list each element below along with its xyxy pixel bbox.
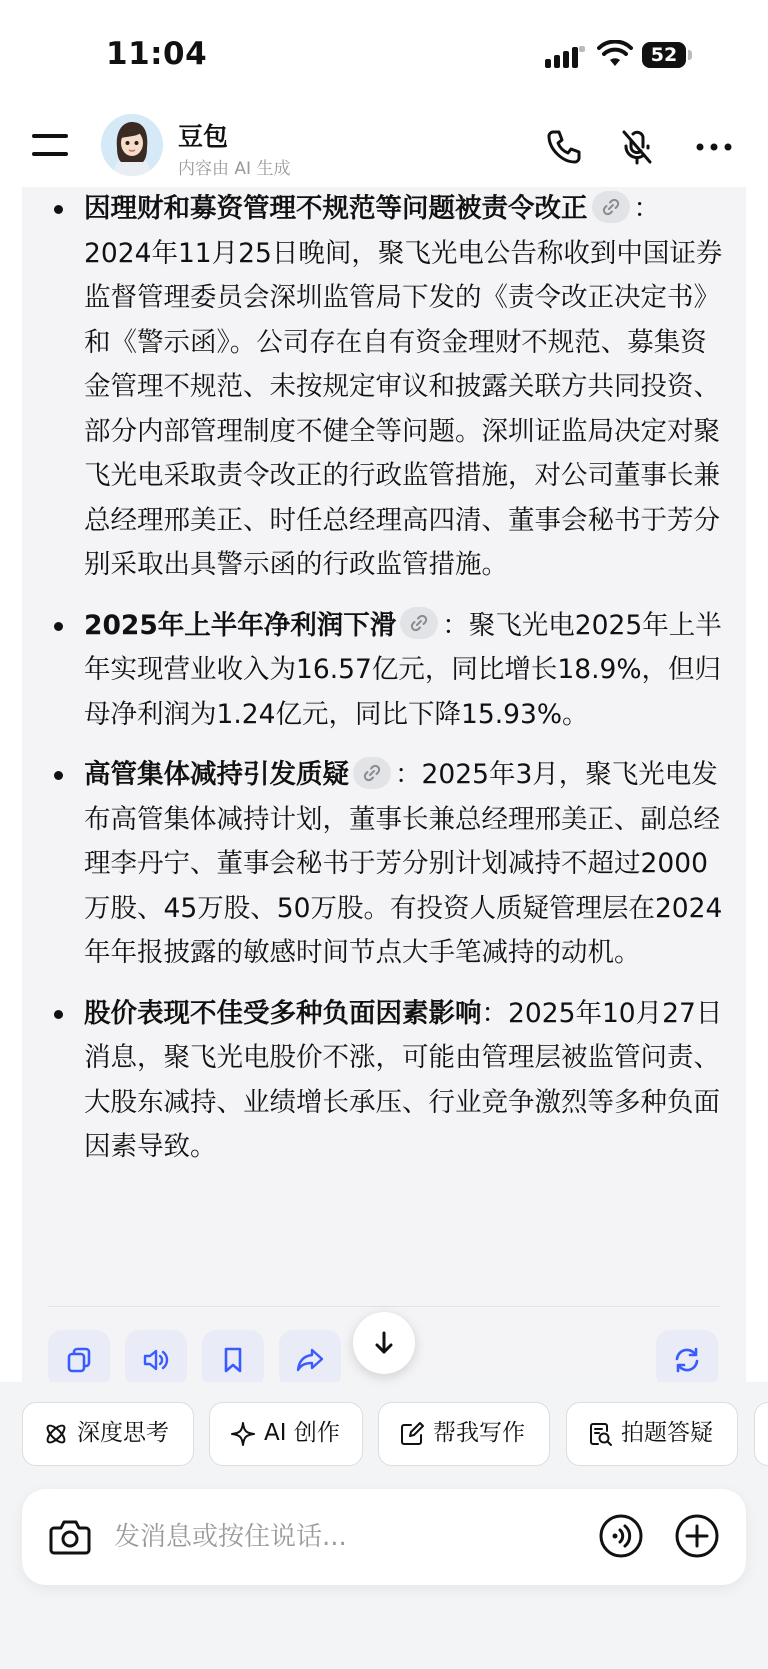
arrow-down-icon	[370, 1329, 398, 1357]
regenerate-button[interactable]	[656, 1330, 718, 1388]
bullet-body: 2024年11月25日晚间，聚飞光电公告称收到中国证券监督管理委员会深圳监管局下发的《责令改正决定书》和《警示函》。公司存在自有资金理财不规范、募集资金管理不规范、未按规定审议和披露关联方共同投资、部分内部管理制度不健全等问题。深圳证监局决定对聚飞光电采取责令改正的行政监管措施，对公司董事长兼总经理邢美正、时任总经理高四清、董事会秘书于芳分别采取出具警示函的行政监管措施。	[84, 237, 723, 580]
bullet-body: 2025年10月27日消息，聚飞光电股价不涨，可能由管理层被监管问责、大股东减持、业绩增长承压、行业竞争激烈等多种负面因素导致。	[84, 997, 723, 1162]
chip-label: AI 创作	[264, 1420, 340, 1446]
list-item	[46, 992, 726, 1170]
message-divider	[48, 1306, 720, 1307]
avatar-illustration-icon	[101, 114, 163, 176]
scroll-to-bottom-button[interactable]	[353, 1312, 415, 1374]
menu-button[interactable]	[32, 130, 70, 160]
copy-icon	[64, 1345, 94, 1375]
atom-icon	[43, 1421, 69, 1447]
sparkle-icon	[230, 1421, 256, 1447]
bullet-separator: ：	[633, 193, 660, 224]
chip-label: 深度思考	[77, 1420, 169, 1446]
list-item	[46, 604, 726, 738]
battery-indicator	[642, 42, 694, 70]
read-aloud-button[interactable]	[125, 1330, 187, 1388]
message-composer	[22, 1489, 746, 1585]
avatar[interactable]	[101, 114, 163, 176]
chip-help-write[interactable]	[378, 1402, 550, 1466]
link-icon	[362, 763, 382, 783]
phone-icon[interactable]	[544, 127, 584, 167]
bullet-title: 高管集体减持引发质疑	[84, 759, 349, 790]
plus-icon[interactable]	[674, 1513, 720, 1559]
link-icon	[409, 613, 429, 633]
status-time: 11:04	[106, 36, 208, 72]
regenerate-icon	[672, 1345, 702, 1375]
status-bar	[0, 0, 768, 105]
bot-name: 豆包	[178, 122, 229, 151]
bullet-body: 2025年3月，聚飞光电发布高管集体减持计划，董事长兼总经理邢美正、副总经理李丹宁、董事会秘书于芳分别计划减持不超过2000万股、45万股、50万股。有投资人质疑管理层在2024年年报披露的敏感时间节点大手笔减持的动机。	[84, 759, 723, 968]
wifi-icon	[597, 40, 633, 68]
signal-icon	[545, 46, 585, 68]
bookmark-icon	[218, 1345, 248, 1375]
bookmark-button[interactable]	[202, 1330, 264, 1388]
ai-generated-note: 内容由 AI 生成	[178, 159, 291, 179]
mute-icon[interactable]	[617, 127, 657, 167]
source-link-button[interactable]	[592, 191, 630, 223]
copy-button[interactable]	[48, 1330, 110, 1388]
bullet-separator: ：	[481, 997, 508, 1029]
source-link-button[interactable]	[400, 607, 438, 639]
voice-icon[interactable]	[598, 1513, 644, 1559]
more-icon[interactable]	[694, 127, 734, 167]
share-icon	[295, 1345, 325, 1375]
battery-level: 52	[642, 42, 686, 68]
speaker-icon	[141, 1345, 171, 1375]
bullet-body: 聚飞光电2025年上半年实现营业收入为16.57亿元，同比增长18.9%，但归母净利润为1.24亿元，同比下降15.93%。	[84, 609, 722, 730]
bullet-separator: ：	[395, 759, 422, 790]
list-item	[46, 753, 726, 976]
list-item	[46, 187, 726, 588]
camera-icon[interactable]	[48, 1516, 92, 1558]
edit-icon	[399, 1421, 425, 1447]
message-input[interactable]	[114, 1513, 594, 1561]
link-icon	[601, 197, 621, 217]
chip-label: 帮我写作	[433, 1420, 525, 1446]
source-link-button[interactable]	[353, 757, 391, 789]
bullet-title: 因理财和募资管理不规范等问题被责令改正	[84, 193, 588, 224]
share-button[interactable]	[279, 1330, 341, 1388]
chip-more-partial[interactable]	[754, 1402, 768, 1466]
chat-header	[0, 105, 768, 187]
chip-label: 拍题答疑	[621, 1420, 713, 1446]
bullet-title: 股价表现不佳受多种负面因素影响	[84, 997, 482, 1029]
bullet-separator: ：	[442, 609, 469, 641]
bullet-title: 2025年上半年净利润下滑	[84, 609, 397, 641]
scan-question-icon	[587, 1421, 613, 1447]
chip-photo-answer[interactable]	[566, 1402, 738, 1466]
chip-ai-create[interactable]	[209, 1402, 363, 1466]
message-bullet-list	[46, 187, 726, 1186]
chip-deep-thinking[interactable]	[22, 1402, 194, 1466]
